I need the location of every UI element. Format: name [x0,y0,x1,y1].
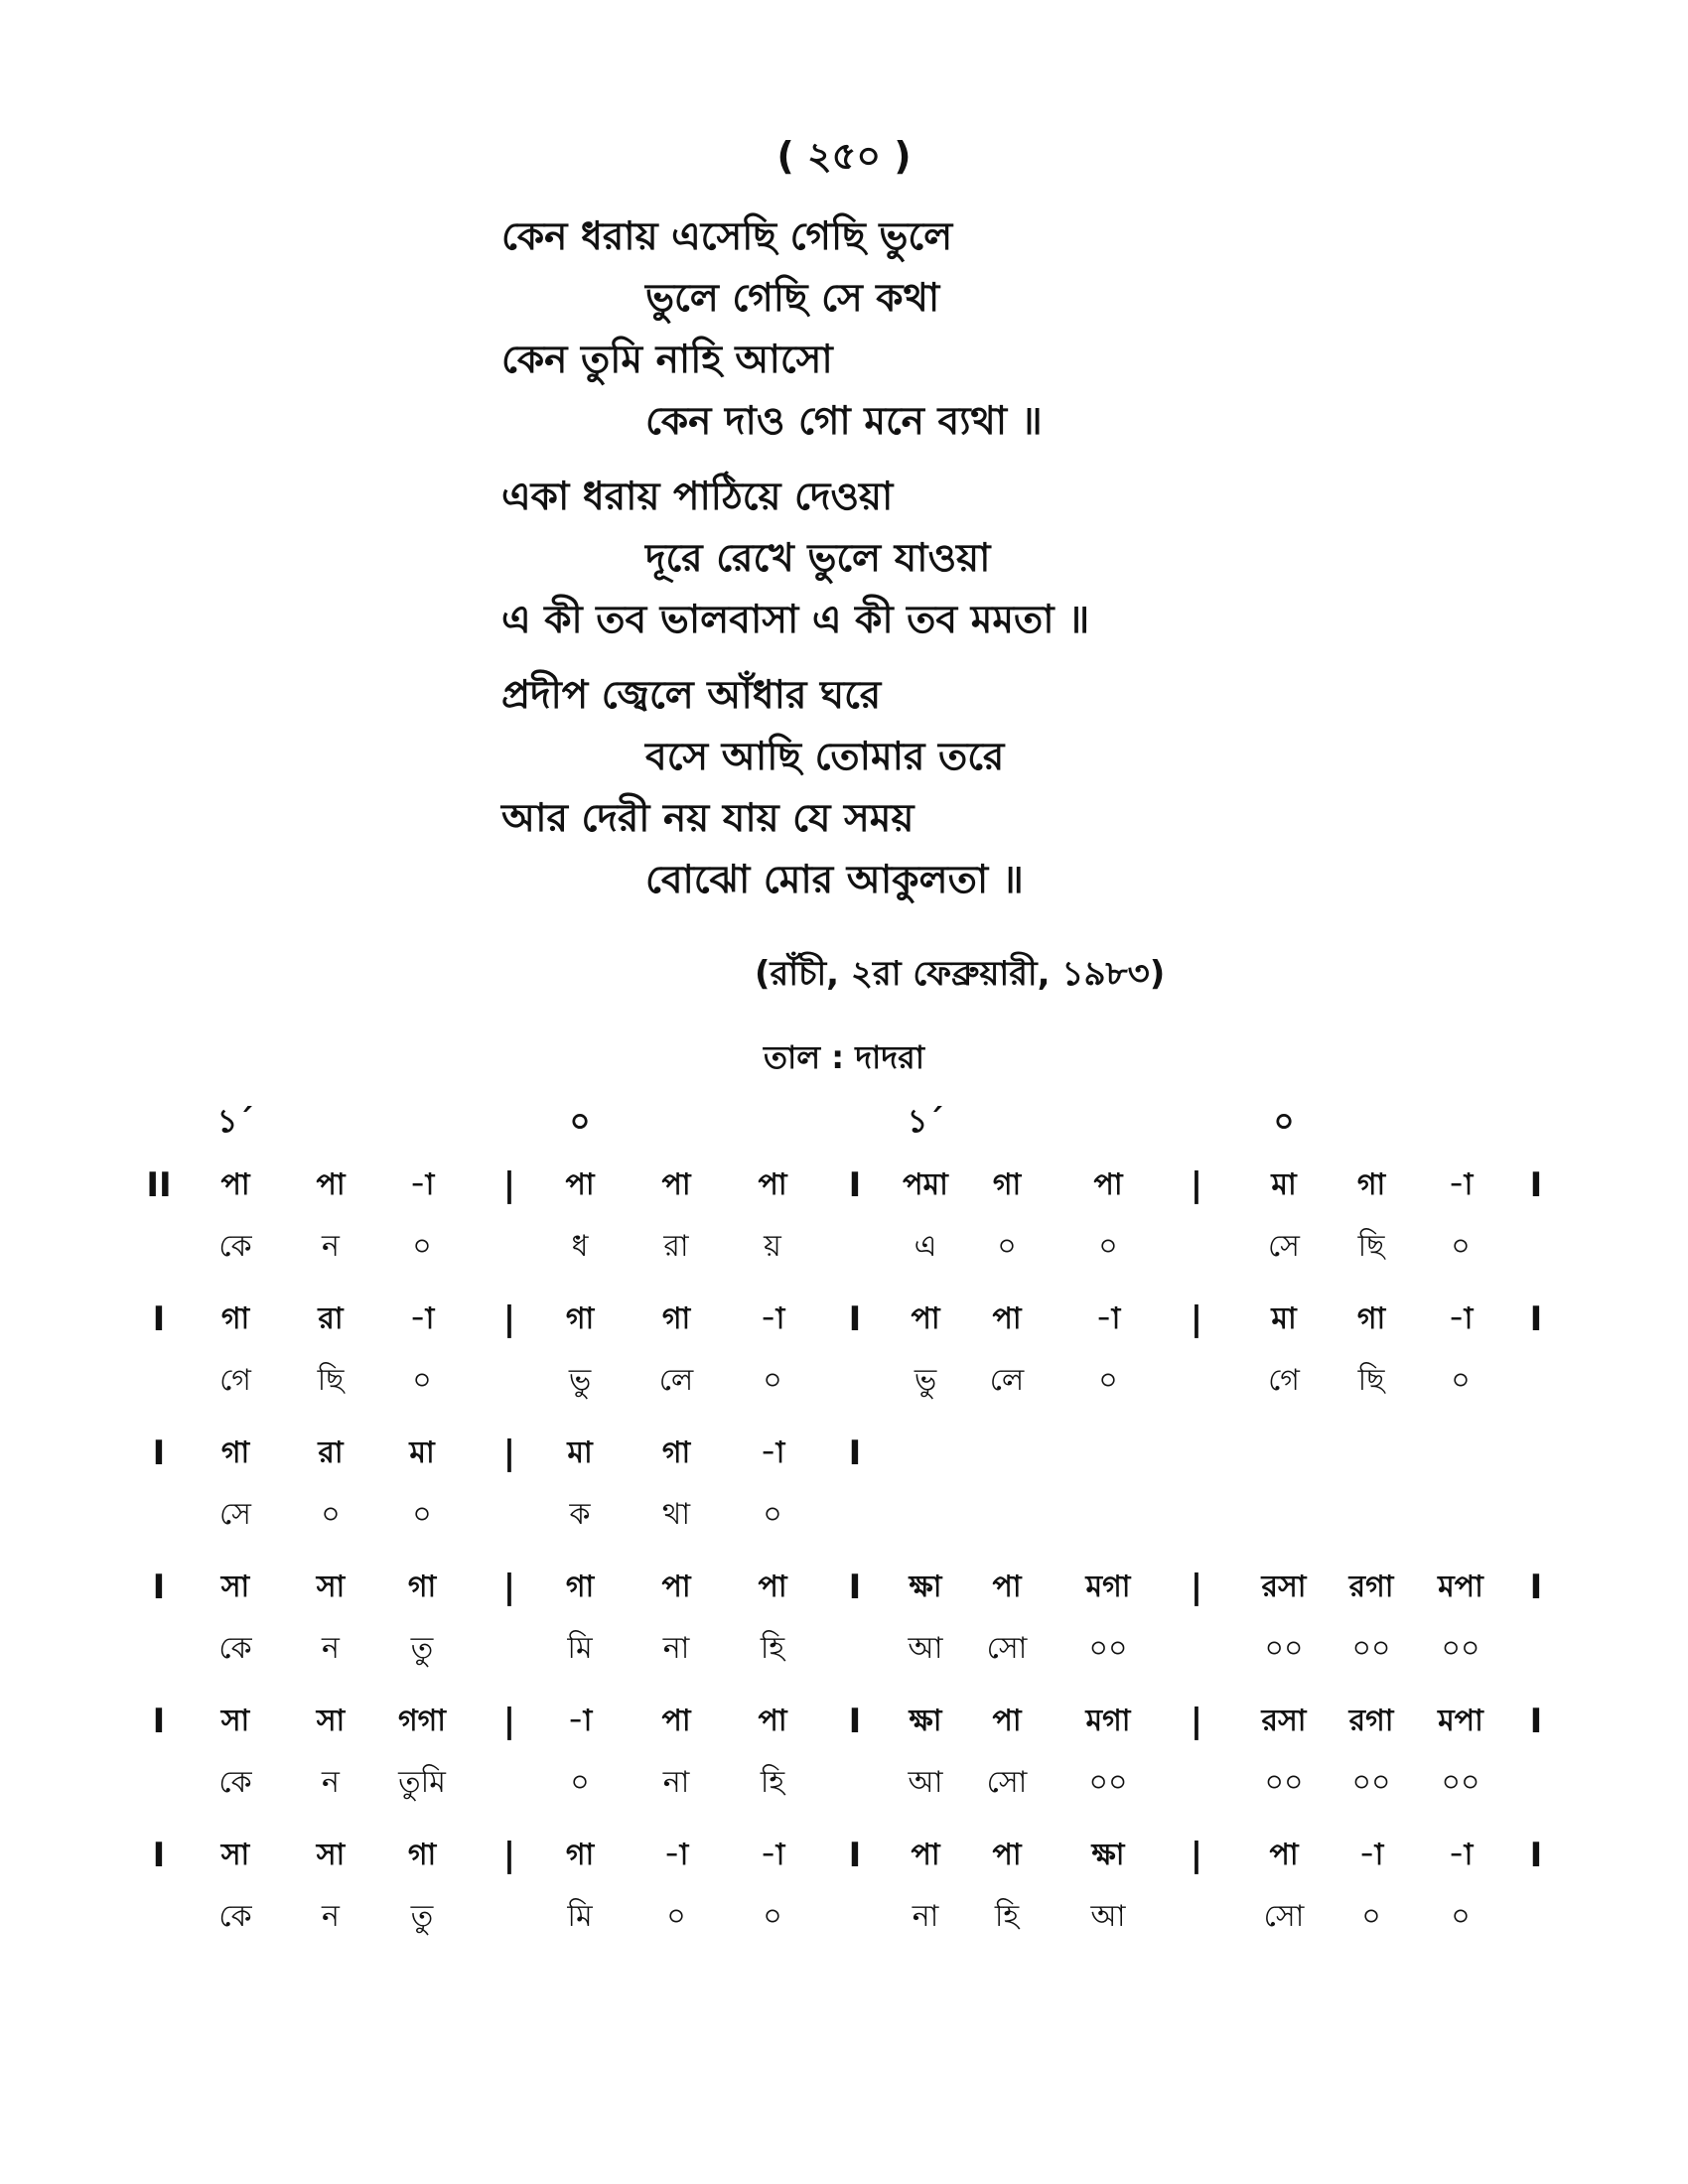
swara-note: গা [220,1435,250,1470]
swara-note: সা [220,1838,250,1872]
swara-note: -া [567,1704,593,1738]
bani-syllable: থা [661,1497,691,1532]
bani-syllable: ক [569,1497,591,1532]
swara-note: পা [565,1167,595,1202]
bani-syllable: ছি [1357,1229,1385,1264]
swara-note: সা [316,1570,346,1604]
swara-note: ক্ষা [909,1704,942,1738]
lyric-line: কেন তুমি নাহি আসো [501,338,833,382]
bani-syllable: ০০ [1264,1631,1304,1666]
bani-syllable: মি [567,1899,593,1934]
lyric-line: কেন ধরায় এসেছি গেছি ভুলে [501,214,953,259]
swara-note: গা [220,1301,250,1336]
bani-syllable: গে [1268,1363,1300,1398]
bani-syllable: ০ [1451,1229,1471,1264]
bani-syllable: রা [663,1229,689,1264]
swara-note: -া [760,1435,785,1470]
bani-syllable: ০ [412,1363,432,1398]
swara-note: পা [758,1704,787,1738]
swara-note: পা [758,1570,787,1604]
bani-syllable: ধ [571,1229,589,1264]
bar-start: I [152,1299,166,1339]
swara-note: রগা [1348,1570,1394,1604]
page-number: ( ২৫০ ) [776,134,912,178]
bar-end: I [1529,1299,1543,1339]
bar-divider: | [1190,1836,1203,1875]
swara-note: সা [316,1838,346,1872]
swara-note: পা [758,1167,787,1202]
swara-note: -া [760,1301,785,1336]
lyric-line: একা ধরায় পাঠিয়ে দেওয়া [501,475,894,519]
beat-marker: ১´ [907,1102,944,1140]
bani-syllable: না [662,1765,690,1800]
bar-divider: | [1190,1299,1203,1339]
bani-syllable: না [912,1899,939,1934]
swara-note: মা [567,1435,593,1470]
bar-end: I [1529,1836,1543,1875]
beat-marker: ০ [569,1102,591,1140]
bani-syllable: ০০ [1088,1765,1128,1800]
bani-syllable: সো [1263,1899,1305,1934]
swara-note: ক্ষা [909,1570,942,1604]
swara-note: মগা [1085,1704,1131,1738]
bar-divider: | [502,1299,516,1339]
swara-note: সা [316,1704,346,1738]
swara-note: রগা [1348,1704,1394,1738]
swara-note: মপা [1438,1570,1483,1604]
swara-note: পমা [903,1167,948,1202]
bani-syllable: এ [914,1229,937,1264]
lyric-line: আর দেরী নয় যায় যে সময় [501,796,914,841]
bani-syllable: ০ [763,1363,782,1398]
swara-note: সা [220,1570,250,1604]
swara-note: গা [407,1838,437,1872]
bani-syllable: কে [218,1899,252,1934]
bani-syllable: ন [322,1899,340,1934]
bani-syllable: গে [219,1363,251,1398]
bar-end: I [1529,1702,1543,1741]
swara-note: গা [407,1570,437,1604]
bar-divider: I [848,1568,862,1607]
swara-note: সা [220,1704,250,1738]
bani-syllable: তু [410,1899,434,1934]
swara-note: রসা [1261,1570,1307,1604]
bar-start: I [152,1702,166,1741]
bar-divider: | [1190,1568,1203,1607]
swara-note: -া [1448,1167,1474,1202]
lyric-line: প্রদীপ জ্বেলে আঁধার ঘরে [501,673,882,718]
bar-divider: | [502,1836,516,1875]
swara-note: মপা [1438,1704,1483,1738]
bani-syllable: তুমি [398,1765,446,1800]
swara-note: গা [565,1301,595,1336]
lyric-line: দূরে রেখে ভুলে যাওয়া [645,536,991,581]
bani-syllable: সে [219,1497,251,1532]
bani-syllable: লে [989,1363,1025,1398]
bani-syllable: ০ [1451,1363,1471,1398]
swara-note: মগা [1085,1570,1131,1604]
swara-note: পা [992,1838,1022,1872]
bani-syllable: আ [1090,1899,1126,1934]
bar-end: I [848,1433,862,1473]
lyric-line: বসে আছি তোমার তরে [645,735,1005,779]
swara-note: পা [992,1704,1022,1738]
swara-note: পা [992,1570,1022,1604]
swara-note: পা [661,1570,691,1604]
bar-divider: | [502,1568,516,1607]
swara-note: গা [1356,1301,1386,1336]
bani-syllable: সে [1268,1229,1300,1264]
swara-note: গগা [397,1704,447,1738]
bani-syllable: ন [322,1765,340,1800]
beat-marker: ১´ [216,1102,254,1140]
bani-syllable: হি [760,1631,785,1666]
bani-syllable: মি [567,1631,593,1666]
swara-note: রসা [1261,1704,1307,1738]
swara-note: পা [661,1167,691,1202]
bar-start: I [152,1568,166,1607]
bani-syllable: ০ [763,1899,782,1934]
bar-divider: | [1190,1702,1203,1741]
swara-note: -া [760,1838,785,1872]
bani-syllable: কে [218,1631,252,1666]
swara-note: -া [1448,1838,1474,1872]
swara-note: গা [661,1435,691,1470]
swara-note: গা [565,1838,595,1872]
bani-syllable: ০ [1361,1899,1381,1934]
bar-start: I [152,1836,166,1875]
beat-marker: ০ [1273,1102,1295,1140]
bani-syllable: ০ [1451,1899,1471,1934]
bani-syllable: ০ [1098,1363,1118,1398]
swara-note: রা [318,1435,344,1470]
bani-syllable: ভু [568,1363,592,1398]
bar-divider: | [502,1702,516,1741]
bani-syllable: ন [322,1631,340,1666]
swara-note: গা [1356,1167,1386,1202]
bani-syllable: ছি [1357,1363,1385,1398]
swara-note: পা [661,1704,691,1738]
bar-divider: I [848,1165,862,1205]
bar-end: I [1529,1568,1543,1607]
bani-syllable: হি [760,1765,785,1800]
swara-note: পা [911,1301,940,1336]
swara-note: মা [1271,1301,1297,1336]
swara-note: গা [565,1570,595,1604]
bar-divider: | [1190,1165,1203,1205]
bani-syllable: ন [322,1229,340,1264]
lyric-line: কেন দাও গো মনে ব্যথা ॥ [645,399,1043,444]
bani-syllable: লে [658,1363,694,1398]
bani-syllable: ০০ [1088,1631,1128,1666]
tala-heading: তাল : দাদরা [764,1038,924,1076]
bani-syllable: তু [410,1631,434,1666]
lyric-line: ভুলে গেছি সে কথা [645,276,940,321]
bar-end: I [1529,1165,1543,1205]
bani-syllable: ছি [317,1363,345,1398]
swara-note: গা [992,1167,1022,1202]
bani-syllable: কে [218,1229,252,1264]
swara-note: রা [318,1301,344,1336]
swara-note: -া [1448,1301,1474,1336]
bani-syllable: আ [908,1765,943,1800]
bar-divider: I [848,1836,862,1875]
bani-syllable: ০০ [1441,1765,1480,1800]
bar-divider: | [502,1165,516,1205]
swara-note: পা [992,1301,1022,1336]
swara-note: -া [1095,1301,1121,1336]
bani-syllable: ০ [666,1899,686,1934]
bar-divider: | [502,1433,516,1473]
swara-note: -া [1358,1838,1384,1872]
dateline: (রাঁচী, ২রা ফেব্রুয়ারী, ১৯৮৩) [755,954,1166,994]
swara-note: মা [409,1435,435,1470]
bani-syllable: ০ [763,1497,782,1532]
bani-syllable: কে [218,1765,252,1800]
bani-syllable: সো [986,1765,1028,1800]
bar-divider: I [848,1299,862,1339]
bani-syllable: আ [908,1631,943,1666]
bani-syllable: ০০ [1441,1631,1480,1666]
swara-note: ক্ষা [1091,1838,1125,1872]
bani-syllable: ০০ [1264,1765,1304,1800]
swara-note: পা [316,1167,346,1202]
swara-note: -া [409,1301,435,1336]
bani-syllable: ভু [914,1363,937,1398]
bani-syllable: ০ [412,1229,432,1264]
bani-syllable: হি [994,1899,1020,1934]
bani-syllable: ০ [412,1497,432,1532]
swara-note: পা [1093,1167,1123,1202]
swara-note: -া [663,1838,689,1872]
bani-syllable: ০০ [1351,1765,1391,1800]
bani-syllable: ০ [997,1229,1017,1264]
bar-start: II [146,1165,172,1205]
bani-syllable: ০ [321,1497,341,1532]
lyric-line: এ কী তব ভালবাসা এ কী তব মমতা ॥ [501,598,1090,642]
bani-syllable: ০ [1098,1229,1118,1264]
swara-note: পা [911,1838,940,1872]
bani-syllable: না [662,1631,690,1666]
bani-syllable: ০ [570,1765,590,1800]
bani-syllable: সো [986,1631,1028,1666]
bani-syllable: ০০ [1351,1631,1391,1666]
swara-note: মা [1271,1167,1297,1202]
bar-divider: I [848,1702,862,1741]
swara-note: পা [220,1167,250,1202]
swara-note: গা [661,1301,691,1336]
lyric-line: বোঝো মোর আকুলতা ॥ [645,858,1024,902]
bani-syllable: য় [764,1229,781,1264]
swara-note: পা [1269,1838,1299,1872]
swara-note: -া [409,1167,435,1202]
bar-start: I [152,1433,166,1473]
